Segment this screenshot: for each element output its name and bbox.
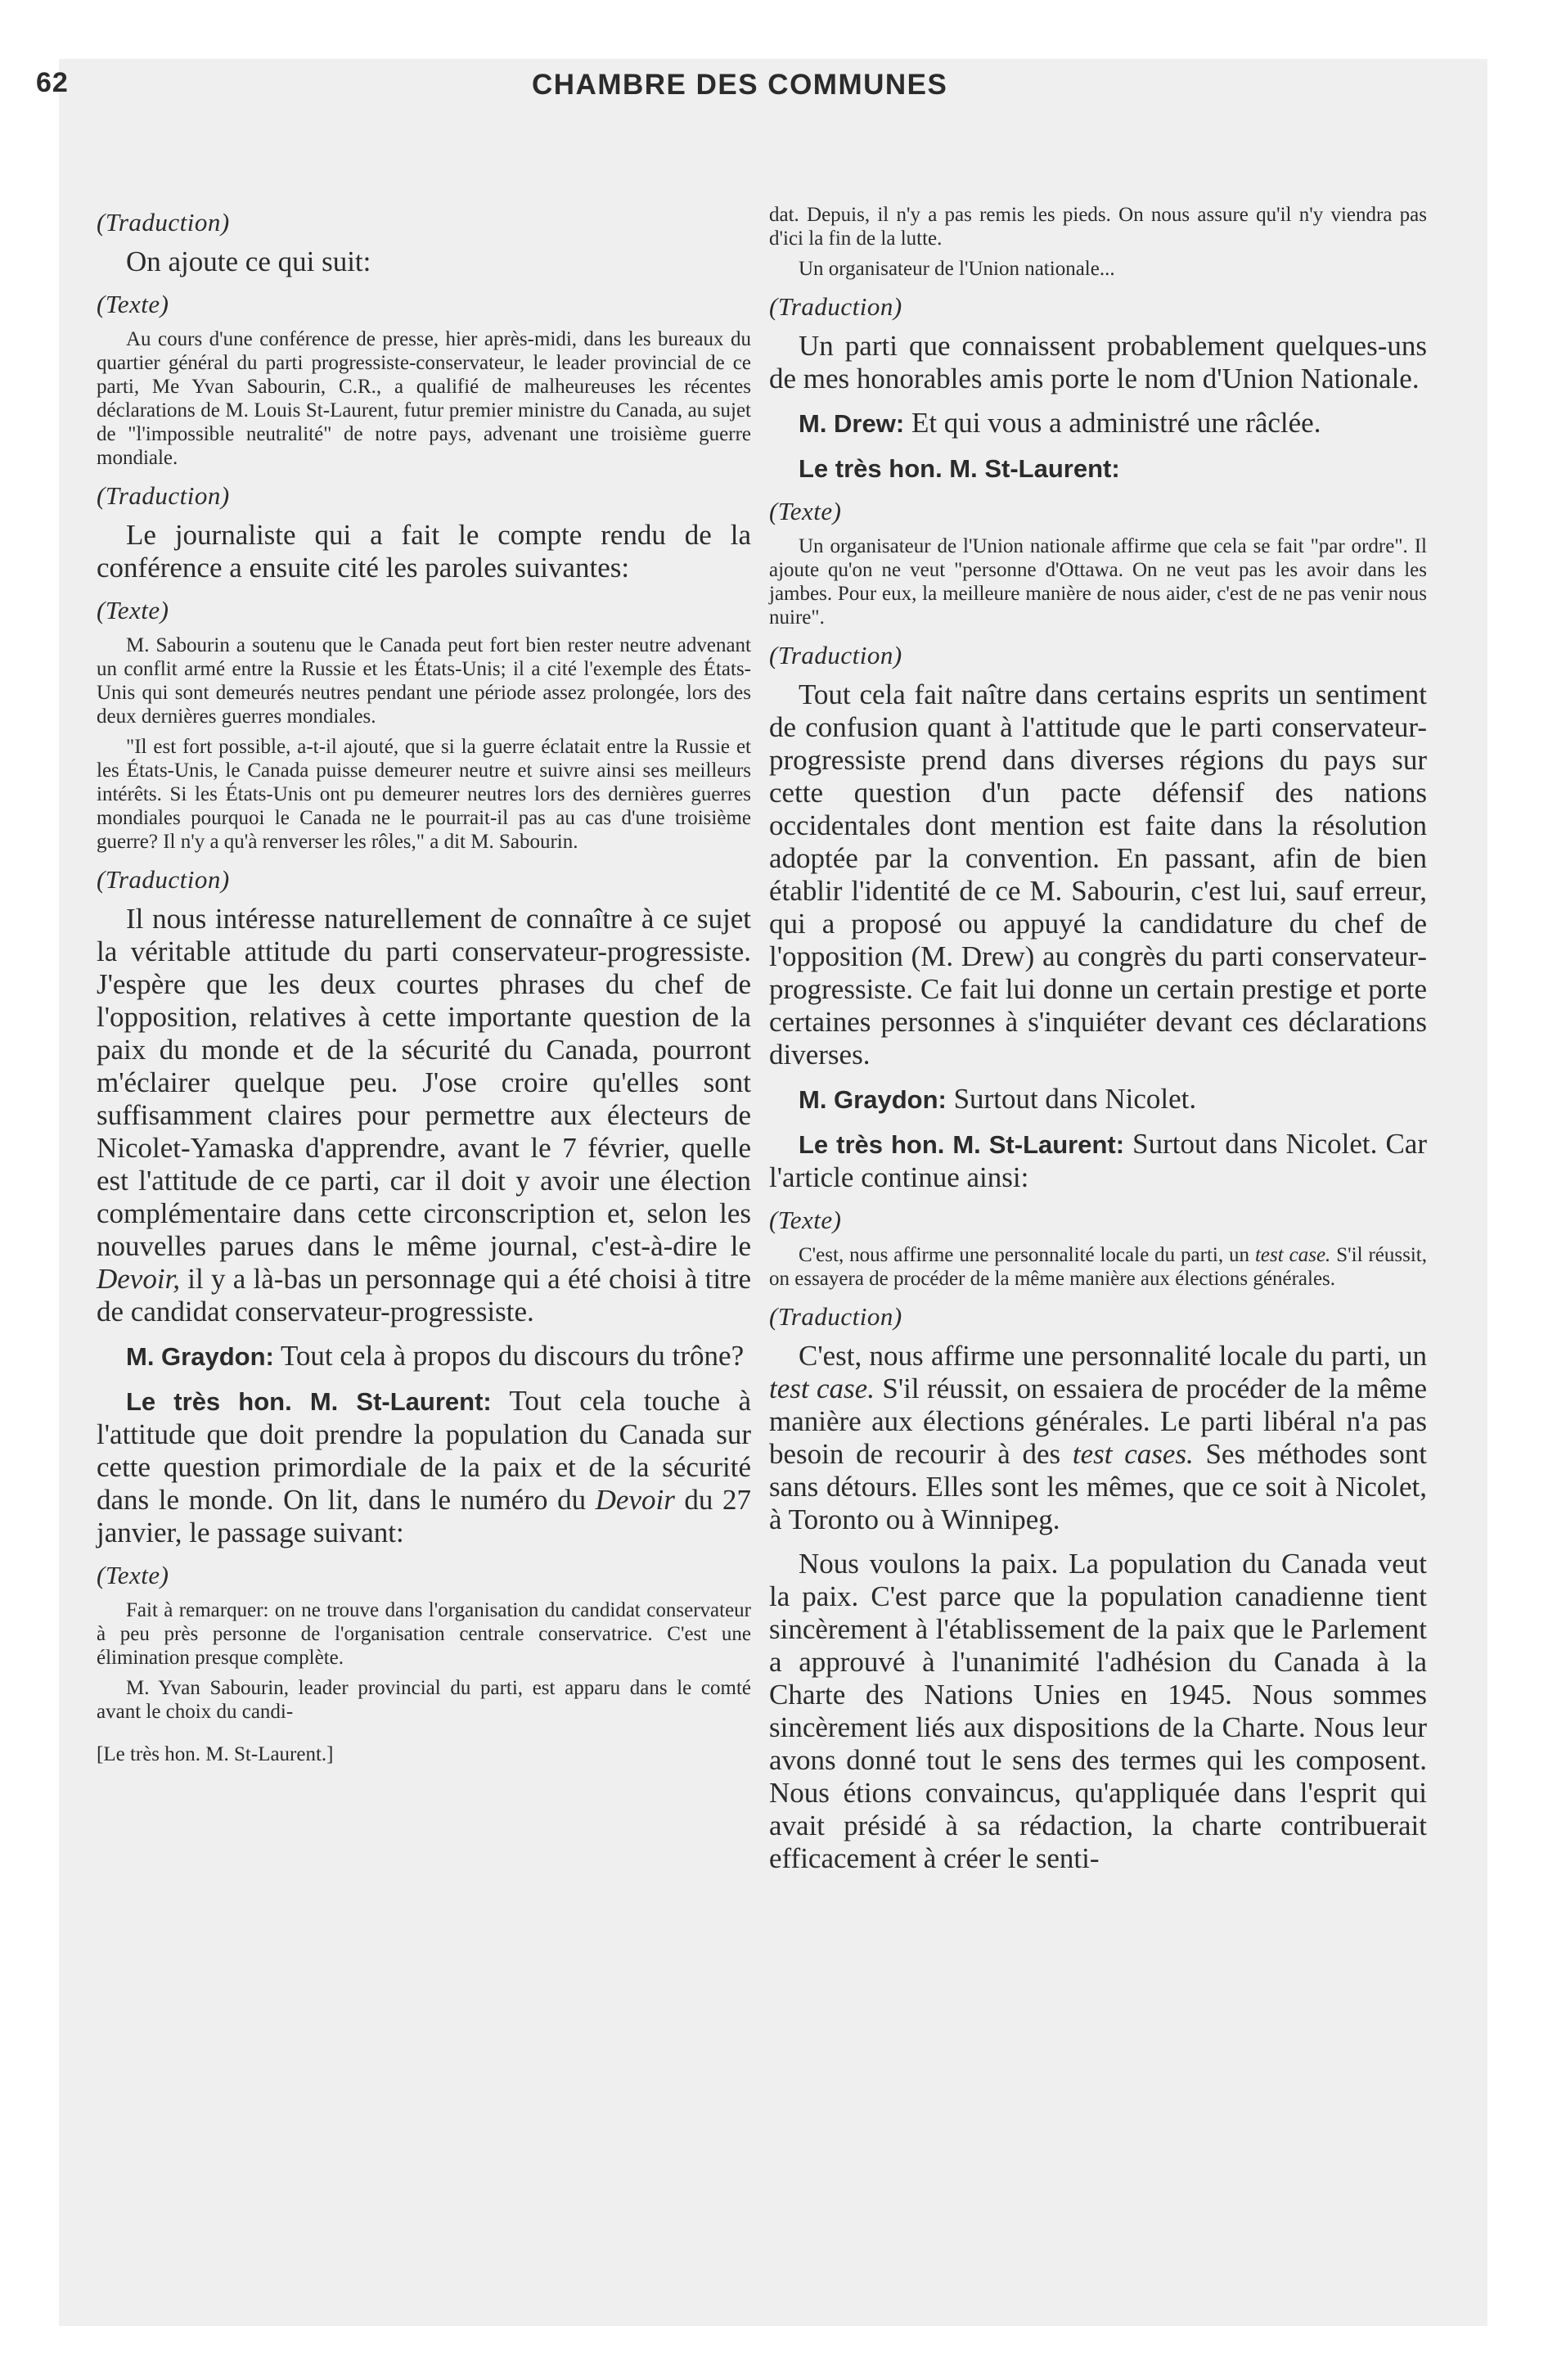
speech-paragraph <box>769 1083 1427 1116</box>
paragraph: Un parti que connaissent probablement quelques-uns de mes honorables amis porte le nom d'Union Nationale. <box>769 330 1427 394</box>
section-tag: (Traduction) <box>769 292 902 321</box>
text-run: S'il réussit, on essaiera de procéder de la même manière aux élections générales. Le parti libéral n'a pas besoin de recourir à des <box>769 1373 1427 1470</box>
text-run: Surtout dans Nicolet. <box>946 1083 1197 1115</box>
emphasis: test case. <box>1254 1244 1331 1266</box>
section-tag: (Traduction) <box>97 208 230 237</box>
paragraph: On ajoute ce qui suit: <box>126 246 371 277</box>
text-run: C'est, nous affirme une personnalité locale du parti, un <box>799 1340 1427 1372</box>
text-run: Surtout dans Nicolet. Car l'article continue ainsi: <box>769 1128 1427 1193</box>
section-tag: (Traduction) <box>97 865 230 894</box>
speech-paragraph <box>769 452 1427 485</box>
section-tag: (Texte) <box>97 1561 169 1589</box>
text-run: Il nous intéresse naturellement de connaître à ce sujet la véritable attitude du parti conservateur-progressiste. J'espère que les deux courtes phrases du chef de l'opposition, relatives à cette importante question de la paix du monde et de la sécurité du Canada, pourront m'éclairer quelque peu. J'ose croire qu'elles sont suffisamment claires pour permettre aux électeurs de Nicolet-Yamaska d'apprendre, avant le 7 février, quelle est l'attitude de ce parti, car il doit y avoir une élection complémentaire dans cette circonscription et, selon les nouvelles parues dans le même journal, c'est-à-dire le <box>97 903 751 1262</box>
section-tag: (Texte) <box>97 290 169 318</box>
quote-paragraph: Au cours d'une conférence de presse, hier après-midi, dans les bureaux du quartier général du parti progressiste-conservateur, le leader provincial de ce parti, Me Yvan Sabourin, C.R., a qualifié de malheureuses les récentes déclarations de M. Louis St-Laurent, futur premier ministre du Canada, au sujet de "l'impossible neutralité" de notre pays, advenant une troisième guerre mondiale. <box>97 328 751 469</box>
text-run: Tout cela à propos du discours du trône? <box>273 1340 745 1372</box>
speaker-name: Le très hon. M. St-Laurent: <box>126 1387 492 1416</box>
page-number: 62 <box>36 67 69 98</box>
quote-paragraph: dat. Depuis, il n'y a pas remis les pieds. On nous assure qu'il n'y viendra pas d'ici la fin de la lutte. <box>769 204 1427 250</box>
speech-paragraph <box>769 1128 1427 1194</box>
left-column <box>97 196 751 1766</box>
quote-paragraph <box>769 1243 1427 1291</box>
text-run: Tout cela touche à l'attitude que doit prendre la population du Canada sur cette question primordiale de la paix et de la sécurité dans le monde. On lit, dans le numéro du <box>97 1385 751 1516</box>
running-head: CHAMBRE DES COMMUNES <box>532 69 948 101</box>
text-run: il y a là-bas un personnage qui a été choisi à titre de candidat conservateur-progressiste. <box>97 1263 751 1327</box>
text-run: Et qui vous a administré une râclée. <box>904 407 1321 439</box>
quote-paragraph: Un organisateur de l'Union nationale... <box>799 258 1115 280</box>
newspaper-name: Devoir <box>595 1484 675 1516</box>
newspaper-name: Devoir, <box>97 1263 181 1295</box>
section-tag: (Texte) <box>769 497 842 525</box>
speaker-name: M. Graydon: <box>126 1342 274 1371</box>
paragraph <box>97 903 751 1328</box>
section-tag: (Texte) <box>769 1206 842 1234</box>
emphasis: test case. <box>769 1373 875 1404</box>
paragraph: Tout cela fait naître dans certains esprits un sentiment de confusion quant à l'attitude que le parti conservateur-progressiste prend dans diverses régions du pays sur cette question d'un pacte défensif des nations occidentales dont mention est faite dans la résolution adoptée par la convention. En passant, afin de bien établir l'identité de ce M. Sabourin, c'est lui, sauf erreur, qui a proposé ou appuyé la candidature du chef de l'opposition (M. Drew) au congrès du parti conservateur-progressiste. Ce fait lui donne un certain prestige et porte certaines personnes à s'inquiéter devant ces déclarations diverses. <box>769 678 1427 1071</box>
text-run: S'il réussit, on essayera de procéder de la même manière aux élections générales. <box>769 1244 1428 1290</box>
paragraph <box>769 1340 1427 1536</box>
paragraph: Le journaliste qui a fait le compte rendu de la conférence a ensuite cité les paroles suivantes: <box>97 519 751 584</box>
section-tag: (Texte) <box>97 596 169 624</box>
paragraph: Nous voulons la paix. La population du Canada veut la paix. C'est parce que la population canadienne tient sincèrement à l'établissement de la paix que le Parlement a approuvé à l'unanimité l'adhésion du Canada à la Charte des Nations Unies en 1945. Nous sommes sincèrement liés aux dispositions de la Charte. Nous leur avons donné tout le sens des termes qui les composent. Nous étions convaincus, qu'appliquée dans l'esprit qui avait présidé à sa rédaction, la charte contribuerait efficacement à créer le senti- <box>769 1548 1427 1874</box>
speaker-name: Le très hon. M. St-Laurent: <box>799 1130 1125 1159</box>
quote-paragraph: Un organisateur de l'Union nationale affirme que cela se fait "par ordre". Il ajoute qu'on ne veut "personne d'Ottawa. On ne veut pas les avoir dans les jambes. Pour eux, la meilleure manière de nous aider, c'est de ne pas venir nous nuire". <box>769 535 1427 629</box>
text-run: du 27 janvier, le passage suivant: <box>97 1484 751 1548</box>
text-run: Ses méthodes sont sans détours. Elles sont les mêmes, que ce soit à Nicolet, à Toronto ou à Winnipeg. <box>769 1438 1427 1535</box>
quote-paragraph: Fait à remarquer: on ne trouve dans l'organisation du candidat conservateur à peu près personne de l'organisation centrale conservatrice. C'est une élimination presque complète. <box>97 1599 751 1669</box>
section-tag: (Traduction) <box>97 481 230 510</box>
speech-paragraph <box>97 1340 751 1373</box>
speaker-footer: [Le très hon. M. St-Laurent.] <box>97 1743 334 1765</box>
speech-paragraph <box>769 407 1427 440</box>
right-column <box>769 196 1427 1886</box>
quote-paragraph: M. Sabourin a soutenu que le Canada peut fort bien rester neutre advenant un conflit armé entre la Russie et les États-Unis; il a cité l'exemple des États-Unis qui sont demeurés neutres pendant une période assez prolongée, lors des deux dernières guerres mondiales. <box>97 634 751 728</box>
speech-paragraph <box>97 1385 751 1549</box>
text-run: C'est, nous affirme une personnalité locale du parti, un <box>799 1244 1255 1266</box>
section-tag: (Traduction) <box>769 1302 902 1331</box>
speaker-name: M. Drew: <box>799 409 905 438</box>
section-tag: (Traduction) <box>769 641 902 669</box>
emphasis: test cases. <box>1072 1438 1194 1470</box>
speaker-name: M. Graydon: <box>799 1085 947 1114</box>
speaker-name: Le très hon. M. St-Laurent: <box>799 454 1120 483</box>
quote-paragraph: M. Yvan Sabourin, leader provincial du parti, est apparu dans le comté avant le choix du candi- <box>97 1677 751 1723</box>
quote-paragraph: "Il est fort possible, a-t-il ajouté, que si la guerre éclatait entre la Russie et les États-Unis, le Canada puisse demeurer neutre et suivre ainsi ses meilleurs intérêts. Si les États-Unis ont pu demeurer neutres lors des dernières guerres mondiales pourquoi le Canada ne le pourrait-il pas au cas d'une troisième guerre? Il n'y a qu'à renverser les rôles," a dit M. Sabourin. <box>97 736 751 853</box>
